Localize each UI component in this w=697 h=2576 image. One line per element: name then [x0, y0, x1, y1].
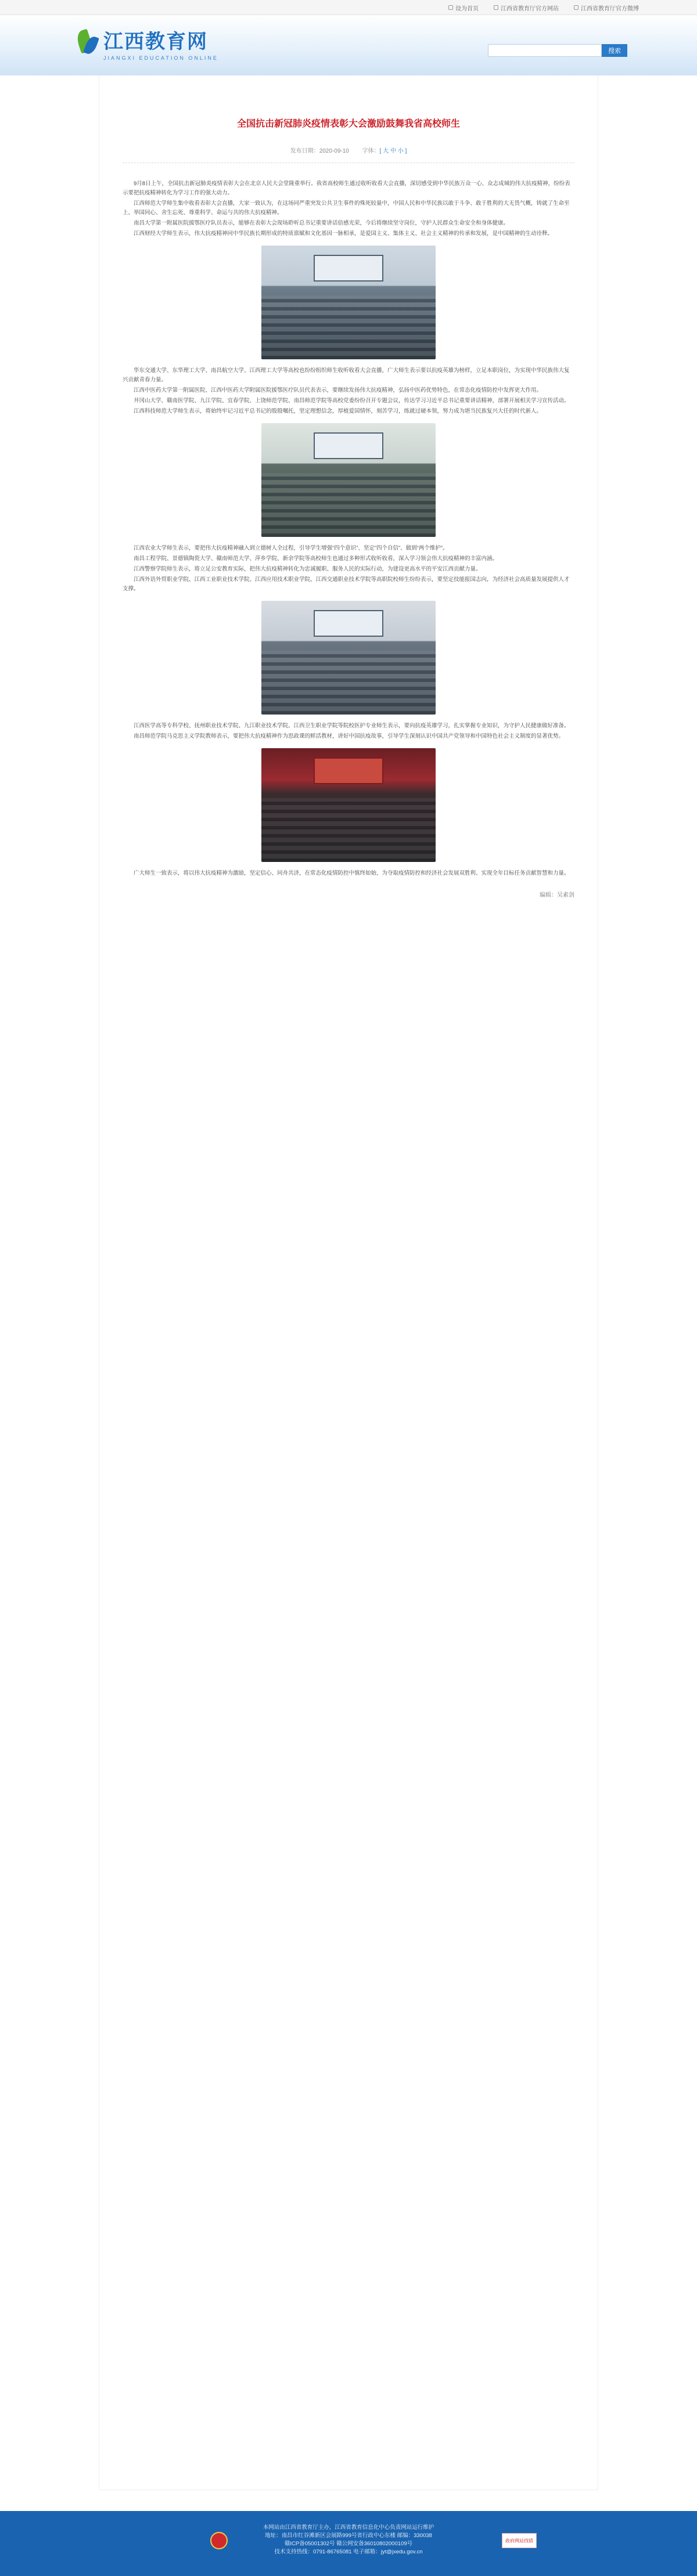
date-label: 发布日期： — [290, 148, 319, 154]
footer-line: 技术支持热线：0791-86765081 电子邮箱：jyt@jxedu.gov.cn — [274, 2549, 423, 2555]
logo-leaf-icon — [76, 28, 99, 59]
national-emblem-icon — [210, 2532, 228, 2549]
site-header — [0, 15, 697, 75]
paragraph: 江西警察学院师生表示，将立足公安教育实际，把伟大抗疫精神转化为忠诚履职、服务人民的实际行动，为建设更高水平的平安江西贡献力量。 — [134, 566, 482, 572]
editor-name: 吴素剑 — [557, 892, 574, 899]
editor-credit — [123, 890, 574, 899]
paragraph: 9月8日上午，全国抗击新冠肺炎疫情表彰大会在北京人民大会堂隆重举行。我省高校师生通过收听收看大会直播，深切感受到中华民族万众一心、众志成城的伟大抗疫精神，纷纷表示要把抗疫精神转化为学习工作的强大动力。 — [123, 181, 570, 196]
article-photo-classroom — [261, 423, 436, 537]
article-photo-lecture-hall — [261, 601, 436, 715]
editor-label: 编辑： — [540, 892, 557, 899]
search-input[interactable] — [488, 44, 602, 57]
site-footer — [0, 2511, 697, 2576]
paragraph: 江西财经大学师生表示，伟大抗疫精神同中华民族长期形成的特质禀赋和文化基因一脉相承，是爱国主义、集体主义、社会主义精神的传承和发展，是中国精神的生动诠释。 — [134, 230, 554, 237]
error-report-badge[interactable]: 政府网站找错 — [502, 2533, 537, 2548]
paragraph: 华东交通大学、东华理工大学、南昌航空大学、江西理工大学等高校也纷纷组织师生收听收看大会直播，广大师生表示要以抗疫英雄为榜样，立足本职岗位，为实现中华民族伟大复兴贡献青春力量。 — [123, 367, 570, 383]
paragraph: 江西师范大学师生集中收看表彰大会直播，大家一致认为，在这场同严重突发公共卫生事件的殊死较量中，中国人民和中华民族以敢于斗争、敢于胜利的大无畏气概，铸就了生命至上、举国同心、舍生忘死、尊重科学、命运与共的伟大抗疫精神。 — [123, 200, 570, 216]
font-size-switcher[interactable]: [ 大 中 小 ] — [379, 148, 407, 154]
publish-date: 2020-09-10 — [319, 148, 349, 154]
article-meta — [123, 146, 574, 154]
paragraph: 南昌师范学院马克思主义学院教师表示，要把伟大抗疫精神作为思政课的鲜活教材，讲好中国抗疫故事，引导学生深刻认识中国共产党领导和中国特色社会主义制度的显著优势。 — [134, 733, 565, 739]
paragraph: 南昌大学第一附属医院援鄂医疗队员表示，能够在表彰大会现场聆听总书记重要讲话倍感光荣，今后将继续坚守岗位，守护人民群众生命安全和身体健康。 — [134, 220, 509, 226]
top-link-homepage[interactable]: 设为首页 — [448, 3, 479, 12]
logo-name-cn: 江西教育网 — [103, 30, 208, 53]
top-links — [58, 0, 639, 15]
paragraph: 江西外语外贸职业学院、江西工业职业技术学院、江西应用技术职业学院、江西交通职业技术学院等高职院校师生纷纷表示，要坚定技能报国志向，为经济社会高质量发展提供人才支撑。 — [123, 576, 570, 592]
top-link-official-site[interactable]: 江西省教育厅官方网站 — [494, 3, 559, 12]
paragraph: 南昌工程学院、景德镇陶瓷大学、赣南师范大学、萍乡学院、新余学院等高校师生也通过多种形式收听收看，深入学习领会伟大抗疫精神的丰富内涵。 — [134, 555, 498, 562]
paragraph: 江西科技师范大学师生表示，将始终牢记习近平总书记的殷殷嘱托，坚定理想信念，厚植爱国情怀，刻苦学习，练就过硬本领，努力成为堪当民族复兴大任的时代新人。 — [134, 408, 542, 414]
search-button[interactable]: 搜索 — [602, 44, 627, 57]
stage-screen — [314, 757, 383, 784]
paragraph: 广大师生一致表示，将以伟大抗疫精神为激励，坚定信心、同舟共济，在常态化疫情防控中慎终如始，为夺取疫情防控和经济社会发展双胜利、实现全年目标任务贡献智慧和力量。 — [134, 870, 570, 876]
weibo-icon — [574, 5, 579, 10]
article-container — [99, 75, 598, 2490]
footer-line: 本网站由江西省教育厅主办，江西省教育信息化中心负责网站运行维护 — [263, 2524, 434, 2531]
home-icon — [448, 5, 453, 10]
site-logo[interactable] — [76, 26, 218, 61]
projection-screen — [314, 610, 383, 637]
projection-screen — [314, 255, 383, 282]
top-link-weibo[interactable]: 江西省教育厅官方微博 — [574, 3, 639, 12]
projection-screen — [314, 432, 383, 459]
footer-line: 地址：南昌市红谷滩新区会展路999号省行政中心东楼 邮编：330038 — [265, 2532, 432, 2539]
font-size-label: 字体： — [362, 148, 380, 154]
paragraph: 井冈山大学、赣南医学院、九江学院、宜春学院、上饶师范学院、南昌师范学院等高校党委纷纷召开专题会议，传达学习习近平总书记重要讲话精神，部署开展相关学习宣传活动。 — [134, 398, 570, 404]
paragraph: 江西中医药大学第一附属医院、江西中医药大学附属医院援鄂医疗队员代表表示，要继续发扬伟大抗疫精神，弘扬中医药优势特色，在常态化疫情防控中发挥更大作用。 — [134, 387, 542, 394]
article-title: 全国抗击新冠肺炎疫情表彰大会激励鼓舞我省高校师生 — [236, 119, 460, 129]
article-body — [123, 179, 574, 878]
footer-line[interactable]: 赣ICP备05001302号 赣公网安备36010802000109号 — [284, 2541, 413, 2547]
search-box — [488, 44, 627, 57]
footer-info — [58, 2511, 639, 2556]
article-photo-meeting-room — [261, 246, 436, 359]
paragraph: 江西医学高等专科学校、抚州职业技术学院、九江职业技术学院、江西卫生职业学院等院校医护专业师生表示，要向抗疫英雄学习，扎实掌握专业知识，为守护人民健康做好准备。 — [134, 723, 570, 729]
logo-name-en: JIANGXI EDUCATION ONLINE — [103, 55, 218, 61]
globe-icon — [494, 5, 498, 10]
paragraph: 江西农业大学师生表示，要把伟大抗疫精神融入到立德树人全过程，引导学生增强“四个意识”、坚定“四个自信”、做到“两个维护”。 — [134, 545, 448, 551]
top-bar — [0, 0, 697, 15]
article-photo-auditorium — [261, 748, 436, 862]
